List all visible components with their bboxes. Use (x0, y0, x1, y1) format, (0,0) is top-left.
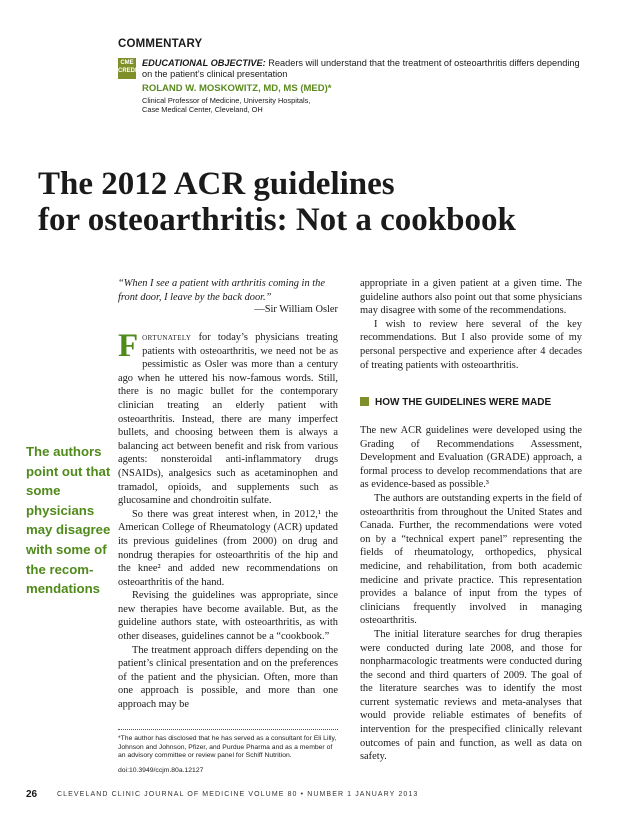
epigraph-attribution: —Sir William Osler (254, 304, 338, 315)
drop-cap: F (118, 328, 139, 364)
title-line-1: The 2012 ACR guidelines (38, 166, 395, 202)
paragraph-8: The authors are outstanding experts in the field of osteoarthritis from throughout the United States and Canada. Further, the recommendations were voted on by a “technical expert panel” representing the fields of rheumatology, orthopedics, physical medicine, and rehabilitation, from both academic medicine and private practice. This representation provides a balance of input from the types of clinicians frequently involved in managing osteoarthritis. (360, 492, 582, 627)
paragraph-5: appropriate in a given patient at a given time. The guideline authors also point out that some physicians may disagree with some of the recommendations. (360, 278, 582, 317)
paragraph-6: I wish to review here several of the key recommendations. But I also provide some of my personal perspective and experience after 4 decades of treating patients with osteoarthritis. (360, 318, 582, 371)
heading-square-icon (360, 397, 369, 406)
paragraph-3: Revising the guidelines was appropriate, since new therapies have become available. But, as the guideline authors state, with osteoarthritis, as with other diseases, guidelines cannot be a “cookbook.” (118, 590, 338, 643)
section-heading (360, 397, 551, 408)
section-heading-text: HOW THE GUIDELINES WERE MADE (375, 397, 552, 408)
author-affiliation (142, 96, 442, 114)
lead-in-smallcaps: ortunately (142, 332, 192, 343)
paragraph-1-text: for today’s physicians treating patients with osteoarthritis, we need not be as pessimistic as Osler was more than a century ago when he uttered his now-famous words. Still, there is no magic bullet for the contemporary clinician treating an elderly patient with osteoarthritis. Instead, there are many imperfect bullets, and choosing between them is always a balancing act between benefit and risk from various agents: nonsteroidal anti-inflammatory drugs (NSAIDs), analgesics such as acetaminophen and tramadol, opioids, and supplements such as glucosamine and chondroitin sulfate. (118, 332, 338, 507)
section-label: COMMENTARY (118, 38, 203, 50)
body-column-2 (360, 277, 582, 372)
doi: doi:10.3949/ccjm.80a.12127 (118, 767, 204, 774)
epigraph: “When I see a patient with arthritis coming in the front door, I leave by the back door.” (118, 278, 325, 303)
educational-objective (142, 58, 582, 79)
paragraph-7: The new ACR guidelines were developed using the Grading of Recommendations Assessment, Development and Evaluation (GRADE) approach, a formal process to develop recommendations that are as evidence-based as possible.³ (360, 425, 582, 491)
body-column-1 (118, 328, 338, 712)
journal-footer: CLEVELAND CLINIC JOURNAL OF MEDICINE VOLUME 80 • NUMBER 1 JANUARY 2013 (57, 791, 419, 798)
paragraph-2: So there was great interest when, in 2012,¹ the American College of Rheumatology (ACR) updated its previous guidelines (from 2000) on drug and nondrug therapies for osteoarthritis of the hip and the knee² and added new recommendations on osteoarthritis of the hand. (118, 508, 338, 588)
paragraph-1 (118, 328, 338, 508)
objective-text: Readers will understand that the treatment of osteoarthritis differs depending on the patient’s clinical presentation (142, 58, 580, 79)
page-number: 26 (26, 789, 38, 800)
paragraph-4: The treatment approach differs depending on the patient’s clinical presentation and on the preferences of the patient and the physician. Often, more than one approach is possible, and more than one approach may be (118, 644, 338, 711)
affiliation-line-2: Case Medical Center, Cleveland, OH (142, 105, 263, 114)
affiliation-line-1: Clinical Professor of Medicine, University Hospitals, (142, 96, 311, 105)
objective-label: EDUCATIONAL OBJECTIVE: (142, 58, 266, 68)
body-column-2-continued (360, 424, 582, 764)
cme-credit-badge: CME CREDIT (118, 58, 136, 79)
footnote-divider (118, 729, 338, 730)
article-title (38, 166, 598, 238)
paragraph-9: The initial literature searches for drug therapies were conducted during late 2008, and those for nonpharmacologic treatments were conducted during the second and third quarters of 2009. The goal of the literature searches was to identify the most current systematic reviews and meta-analyses that would provide reliable estimates of benefits of intervention for the prespecified clinically relevant outcomes of pain and function, as well as data on safety. (360, 628, 582, 763)
disclosure-footnote: *The author has disclosed that he has served as a consultant for Eli Lilly, Johnson and Johnson, Pfizer, and Purdue Pharma and as a member of an advisory committee or review panel for Schiff Nutrition. (118, 735, 337, 760)
title-line-2: for osteoarthritis: Not a cookbook (38, 202, 516, 238)
author-name: ROLAND W. MOSKOWITZ, MD, MS (MED)* (142, 83, 332, 94)
pull-quote: The authors point out that some physicians may disagree with some of the recom-mendations (26, 444, 111, 597)
